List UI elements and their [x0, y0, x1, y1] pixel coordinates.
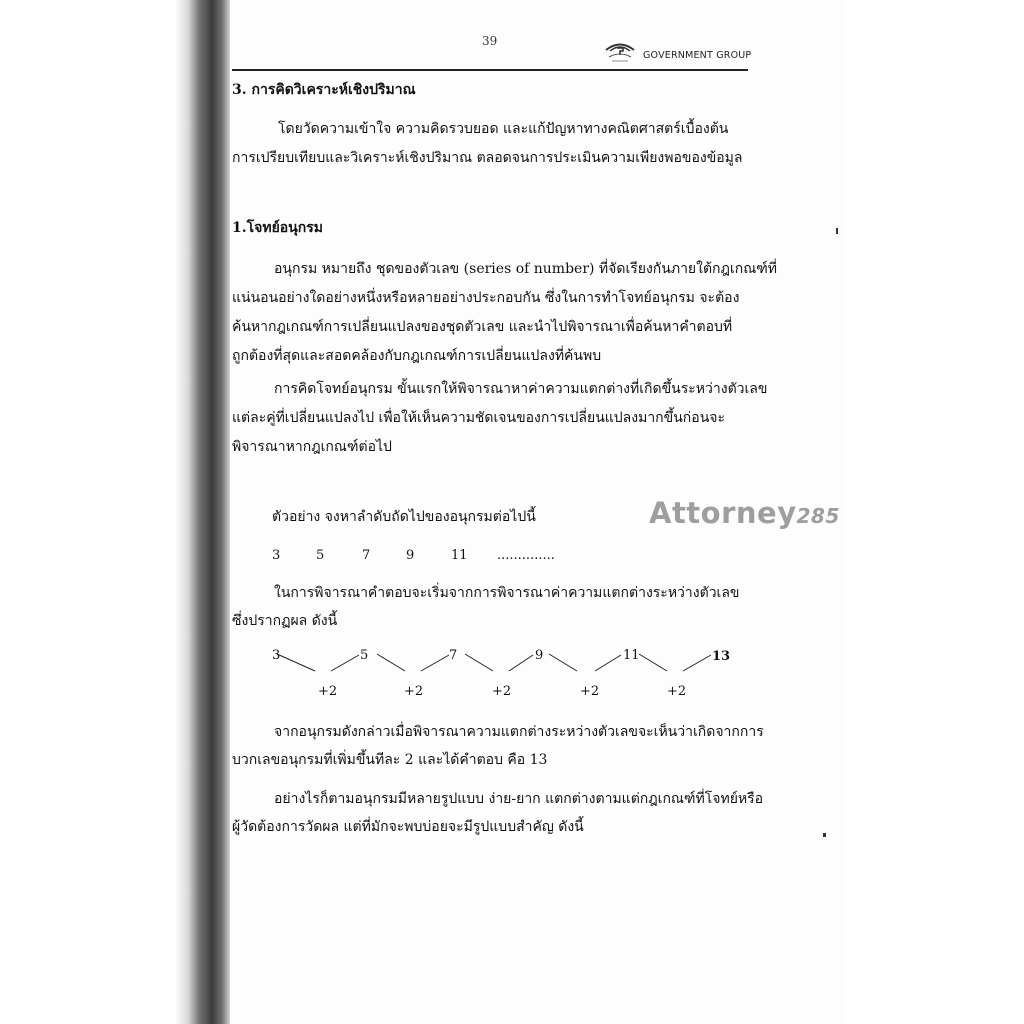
paragraph-line: ค้นหากฎเกณฑ์การเปลี่ยนแปลงของชุดตัวเลข และนำไปพิจารณาเพื่อค้นหาคำตอบที่ — [232, 319, 733, 335]
page-margin — [842, 0, 1024, 1024]
connector-lines — [265, 645, 735, 675]
paragraph-line: อย่างไรก็ตามอนุกรมมีหลายรูปแบบ ง่าย-ยาก แตกต่างตามแต่กฎเกณฑ์ที่โจทย์หรือ — [274, 791, 764, 807]
government-group-logo-icon — [603, 38, 637, 64]
sequence-item: 11 — [451, 548, 468, 563]
difference-label: +2 — [404, 684, 424, 699]
series-number: 5 — [360, 648, 369, 663]
sequence-item: 3 — [272, 548, 281, 563]
difference-label: +2 — [667, 684, 687, 699]
watermark-text: Attorney — [649, 496, 797, 530]
subsection-title: 1.โจทย์อนุกรม — [232, 220, 323, 236]
difference-label: +2 — [580, 684, 600, 699]
paragraph-line: ซึ่งปรากฏผล ดังนี้ — [232, 613, 338, 629]
series-number: 9 — [535, 648, 544, 663]
brand-name: GOVERNMENT GROUP — [643, 50, 752, 61]
watermark — [649, 496, 840, 530]
connector-line — [639, 654, 667, 671]
paragraph-line: แน่นอนอย่างใดอย่างหนึ่งหรือหลายอย่างประกอบกัน ซึ่งในการทำโจทย์อนุกรม จะต้อง — [232, 290, 740, 306]
paragraph-line: ผู้วัดต้องการวัดผล แต่ที่มักจะพบบ่อยจะมีรูปแบบสำคัญ ดังนี้ — [232, 819, 584, 835]
connector-line — [465, 654, 493, 671]
header-divider — [232, 69, 748, 71]
page-number: 39 — [482, 34, 498, 48]
example-prompt: ตัวอย่าง จงหาลำดับถัดไปของอนุกรมต่อไปนี้ — [272, 509, 536, 525]
paragraph-line: อนุกรม หมายถึง ชุดของตัวเลข (series of number) ที่จัดเรียงกันภายใต้กฎเกณฑ์ที่ — [274, 261, 778, 277]
sequence-item: 9 — [406, 548, 415, 563]
paragraph-line: บวกเลขอนุกรมที่เพิ่มขึ้นทีละ 2 และได้คำตอบ คือ 13 — [232, 752, 548, 768]
paragraph-line: การคิดโจทย์อนุกรม ขั้นแรกให้พิจารณาหาค่าความแตกต่างที่เกิดขึ้นระหว่างตัวเลข — [274, 381, 768, 397]
paragraph-line: ในการพิจารณาคำตอบจะเริ่มจากการพิจารณาค่าความแตกต่างระหว่างตัวเลข — [274, 585, 740, 601]
series-number: 11 — [623, 648, 640, 663]
connector-line — [277, 654, 315, 671]
intro-line-1: โดยวัดความเข้าใจ ความคิดรวบยอด และแก้ปัญหาทางคณิตศาสตร์เบื้องต้น — [278, 121, 729, 137]
sequence-blank: .............. — [497, 548, 555, 563]
section-title: 3. การคิดวิเคราะห์เชิงปริมาณ — [232, 82, 416, 98]
series-number: 7 — [449, 648, 458, 663]
sequence-item: 7 — [362, 548, 371, 563]
paragraph-line: แต่ละคู่ที่เปลี่ยนแปลงไป เพื่อให้เห็นความชัดเจนของการเปลี่ยนแปลงมากขึ้นก่อนจะ — [232, 410, 725, 426]
scan-speck — [836, 228, 838, 234]
series-number: 3 — [272, 648, 281, 663]
book-gutter-shadow — [0, 0, 230, 1024]
scan-speck — [823, 833, 826, 837]
connector-line — [509, 655, 533, 671]
sequence-item: 5 — [316, 548, 325, 563]
example-sequence — [272, 547, 555, 565]
paragraph-line: ถูกต้องที่สุดและสอดคล้องกับกฎเกณฑ์การเปลี่ยนแปลงที่ค้นพบ — [232, 348, 602, 364]
series-answer: 13 — [712, 649, 731, 664]
connector-line — [549, 654, 577, 671]
connector-line — [595, 655, 621, 671]
paragraph-line: พิจารณาหากฎเกณฑ์ต่อไป — [232, 439, 392, 455]
connector-line — [683, 655, 711, 671]
watermark-suffix: 285 — [796, 504, 840, 528]
intro-line-2: การเปรียบเทียบและวิเคราะห์เชิงปริมาณ ตลอดจนการประเมินความเพียงพอของข้อมูล — [232, 150, 743, 166]
difference-label: +2 — [492, 684, 512, 699]
connector-line — [377, 654, 405, 671]
connector-line — [331, 655, 359, 671]
difference-label: +2 — [318, 684, 338, 699]
paragraph-line: จากอนุกรมดังกล่าวเมื่อพิจารณาความแตกต่างระหว่างตัวเลขจะเห็นว่าเกิดจากการ — [274, 724, 764, 740]
connector-line — [421, 655, 449, 671]
